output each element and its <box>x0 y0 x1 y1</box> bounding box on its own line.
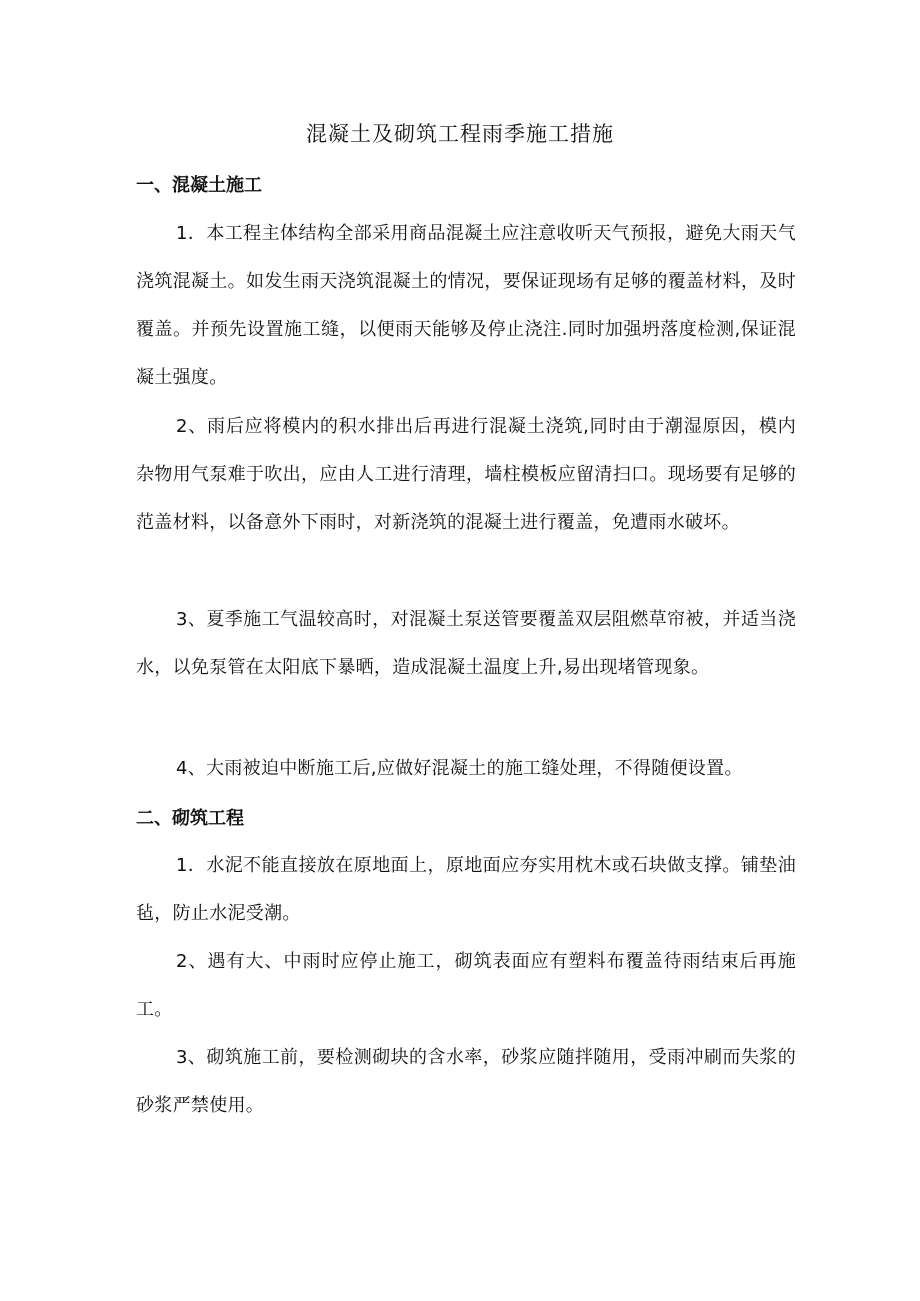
concrete-paragraph-1: 1．本工程主体结构全部采用商品混凝土应注意收听天气预报，避免大雨天气浇筑混凝土。如发生雨天浇筑混凝土的情况，要保证现场有足够的覆盖材料，及时覆盖。并预先设置施工缝，以便雨天能够及停止浇注.同时加强坍落度检测,保证混凝土强度。 <box>136 223 796 388</box>
concrete-paragraph-2: 2、雨后应将模内的积水排出后再进行混凝土浇筑,同时由于潮湿原因，模内杂物用气泵难于吹出，应由人工进行清理，墙柱模板应留清扫口。现场要有足够的范盖材料，以备意外下雨时，对新浇筑的混凝土进行覆盖，免遭雨水破坏。 <box>136 416 796 533</box>
section-heading-concrete: 一、混凝土施工 <box>136 175 262 196</box>
concrete-paragraph-3: 3、夏季施工气温较高时，对混凝土泵送管要覆盖双层阻燃草帘被，并适当浇水，以免泵管在太阳底下暴晒，造成混凝土温度上升,易出现堵管现象。 <box>136 609 796 678</box>
masonry-paragraph-1: 1．水泥不能直接放在原地面上，原地面应夯实用枕木或石块做支撑。铺垫油毡，防止水泥受潮。 <box>136 855 796 924</box>
masonry-paragraph-2: 2、遇有大、中雨时应停止施工，砌筑表面应有塑料布覆盖待雨结束后再施工。 <box>136 951 796 1020</box>
concrete-paragraph-4: 4、大雨被迫中断施工后,应做好混凝土的施工缝处理，不得随便设置。 <box>176 758 743 779</box>
document-title: 混凝土及砌筑工程雨季施工措施 <box>306 122 614 146</box>
section-heading-masonry: 二、砌筑工程 <box>136 808 244 829</box>
masonry-paragraph-3: 3、砌筑施工前，要检测砌块的含水率，砂浆应随拌随用，受雨冲刷而失浆的砂浆严禁使用。 <box>136 1047 796 1116</box>
